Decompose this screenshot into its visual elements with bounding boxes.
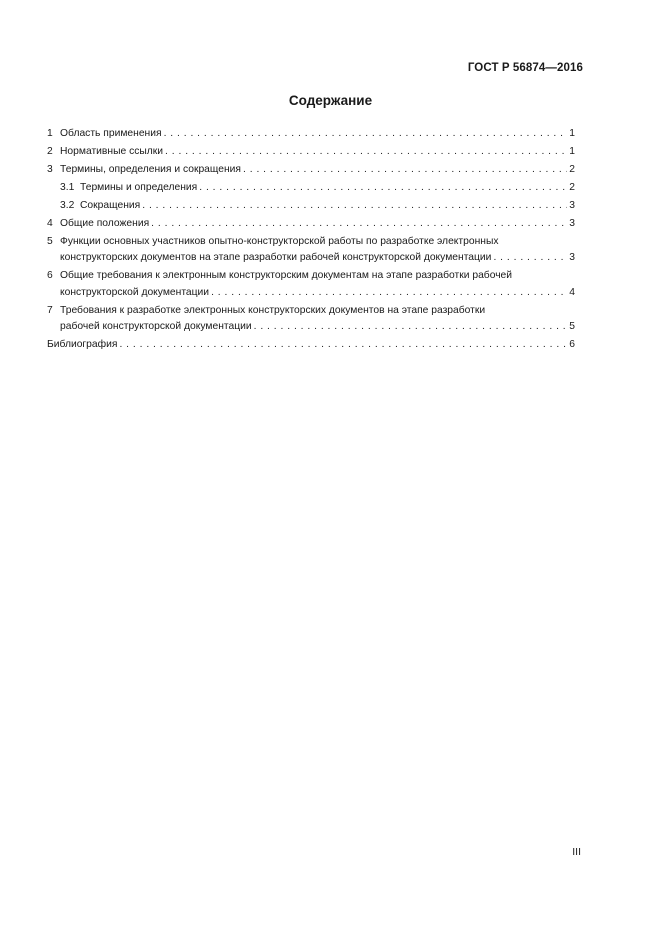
toc-entry-5[interactable]	[47, 234, 575, 267]
toc-entry-page: 3	[569, 218, 575, 229]
toc-leader-dots	[211, 285, 567, 301]
toc-entry-page: 2	[569, 164, 575, 175]
toc-entry-number: 3	[47, 164, 53, 175]
toc-entry-text: Термины и определения	[80, 182, 198, 193]
page-number: III	[572, 846, 581, 858]
toc-entry-text: Библиография	[47, 339, 118, 351]
toc-entry-page: 1	[569, 146, 575, 157]
toc-entry-1[interactable]	[47, 126, 575, 142]
toc-entry-number: 4	[47, 218, 53, 229]
toc-entry-text-line2: конструкторской документации	[60, 286, 210, 298]
toc-entry-7[interactable]	[47, 303, 575, 336]
toc-leader-dots	[254, 319, 568, 335]
toc-entry-3-2[interactable]	[47, 198, 575, 214]
toc-entry-text: Общие положения	[60, 218, 150, 229]
toc-entry-number: 3.2	[60, 200, 75, 211]
toc-entry-number: 6	[47, 270, 53, 282]
toc-entry-number: 2	[47, 146, 53, 157]
toc-entry-text: Сокращения	[80, 200, 141, 211]
table-of-contents	[47, 126, 575, 355]
toc-entry-page: 4	[569, 286, 575, 298]
toc-leader-dots	[199, 180, 567, 196]
toc-entry-text: Нормативные ссылки	[60, 146, 164, 157]
toc-leader-dots	[165, 144, 567, 160]
toc-entry-text: Область применения	[60, 128, 162, 139]
toc-entry-6[interactable]	[47, 268, 575, 301]
toc-entry-page: 3	[569, 252, 575, 264]
toc-leader-dots	[151, 216, 567, 232]
toc-entry-page: 6	[569, 339, 575, 351]
toc-entry-page: 2	[569, 182, 575, 193]
toc-entry-3-1[interactable]	[47, 180, 575, 196]
toc-entry-text: Термины, определения и сокращения	[60, 164, 241, 175]
page-title: Содержание	[288, 93, 373, 108]
toc-entry-3[interactable]	[47, 162, 575, 178]
toc-entry-page: 5	[569, 321, 575, 333]
toc-leader-dots	[243, 162, 567, 178]
toc-entry-number: 5	[47, 236, 53, 247]
toc-entry-number: 1	[47, 128, 53, 139]
toc-entry-page: 3	[569, 200, 575, 211]
toc-leader-dots	[142, 198, 567, 214]
toc-entry-number: 3.1	[60, 182, 75, 193]
toc-entry-text-line1: Требования к разработке электронных конструкторских документов на этапе разработки	[60, 304, 486, 316]
toc-entry-text-line2: конструкторских документов на этапе разработки рабочей конструкторской документации	[60, 252, 492, 264]
toc-entry-text-line1: Общие требования к электронным конструкторским документам на этапе разработки рабочей	[60, 270, 513, 282]
toc-entry-2[interactable]	[47, 144, 575, 160]
toc-leader-dots	[493, 250, 567, 266]
toc-entry-number: 7	[47, 304, 53, 316]
toc-entry-text-line1: Функции основных участников опытно-конструкторской работы по разработке электронных	[60, 236, 499, 247]
document-code: ГОСТ Р 56874—2016	[467, 62, 583, 74]
toc-entry-page: 1	[569, 128, 575, 139]
toc-leader-dots	[164, 126, 568, 142]
toc-entry-bibliography[interactable]	[47, 337, 575, 353]
toc-entry-text-line2: рабочей конструкторской документации	[60, 321, 252, 333]
toc-leader-dots	[119, 337, 567, 353]
toc-entry-4[interactable]	[47, 216, 575, 232]
